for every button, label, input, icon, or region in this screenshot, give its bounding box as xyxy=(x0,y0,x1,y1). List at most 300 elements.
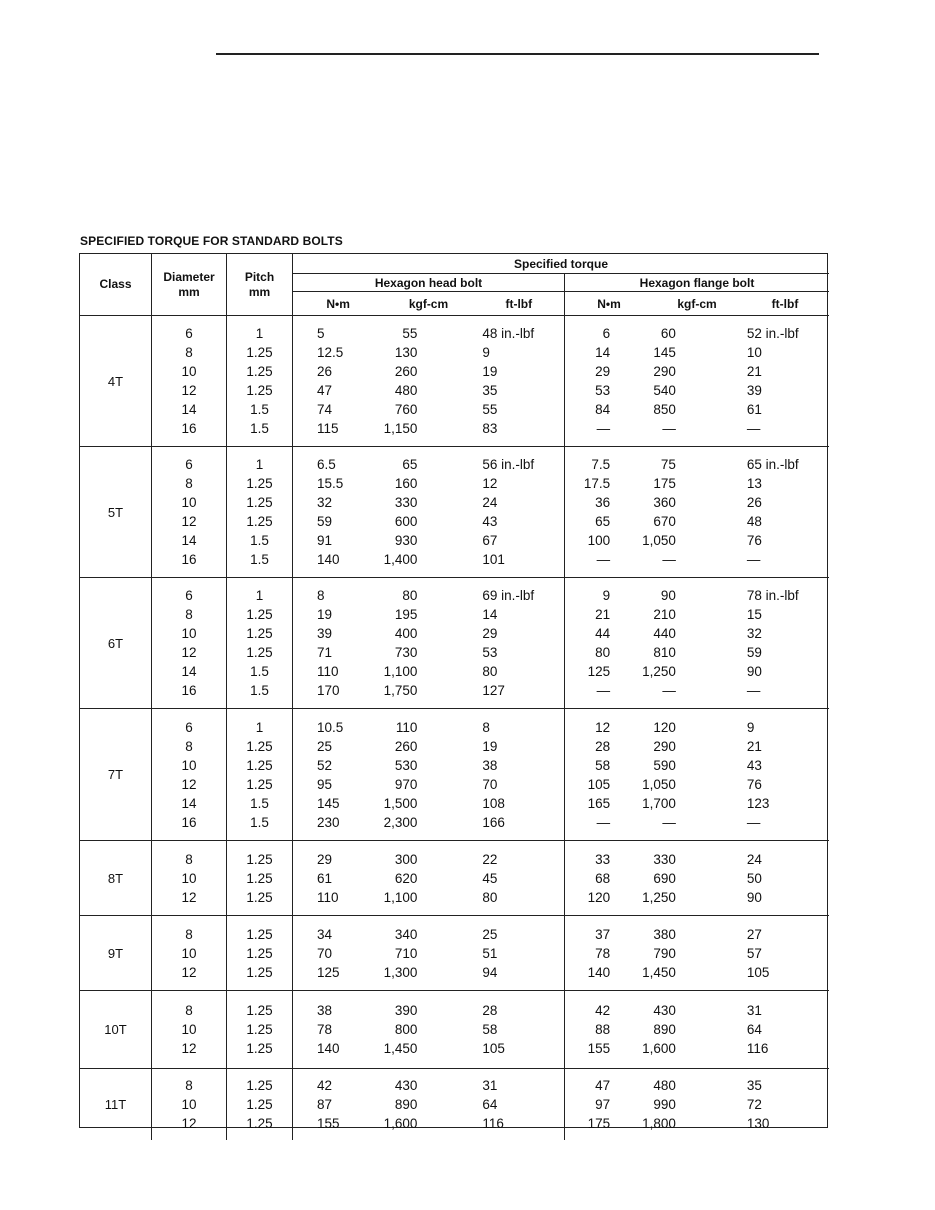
flange-bolt-row xyxy=(565,1001,829,1020)
flange-nm-value: — xyxy=(596,421,611,436)
head-kgf-value: 65 xyxy=(402,457,418,472)
flange-ftlbf-value: 9 xyxy=(746,719,755,735)
diameter-value: 10 xyxy=(181,945,197,961)
head-bolt-row xyxy=(293,1001,564,1020)
diameter-value: 12 xyxy=(181,964,197,980)
head-kgf-value: 80 xyxy=(402,588,418,603)
head-bolt-values xyxy=(293,916,565,990)
pitch-value: 1.25 xyxy=(246,495,273,510)
pitch-value: 1.25 xyxy=(246,1022,273,1037)
flange-kgf-value: 75 xyxy=(660,457,676,472)
head-nm-value: 15.5 xyxy=(317,476,344,491)
head-bolt-row xyxy=(293,531,564,550)
head-ftlbf-value: 19 xyxy=(482,364,498,379)
head-nm-value: 230 xyxy=(317,814,340,830)
pitch-value: 1 xyxy=(255,588,264,603)
flange-kgf-value: 210 xyxy=(653,607,676,622)
flange-bolt-row xyxy=(565,756,829,775)
diameter-column xyxy=(152,578,227,708)
head-bolt-row xyxy=(293,1076,564,1095)
pitch-header-label: Pitch xyxy=(244,269,275,284)
head-nm-value: 29 xyxy=(317,851,333,867)
flange-bolt-row xyxy=(565,737,829,756)
diameter-value: 10 xyxy=(181,870,197,886)
flange-nm-value: 9 xyxy=(602,588,611,603)
flange-ftlbf-value: 123 xyxy=(746,795,770,811)
flange-kgf-value: 1,250 xyxy=(642,889,676,905)
pitch-value: 1.5 xyxy=(250,664,269,679)
head-nm-value: 42 xyxy=(317,1078,333,1093)
diameter-column xyxy=(152,447,227,577)
flange-bolt-row xyxy=(565,1095,829,1114)
head-bolt-row xyxy=(293,813,564,832)
flange-nm-value: 42 xyxy=(595,1003,611,1018)
head-bolt-row xyxy=(293,400,564,419)
pitch-value: 1.25 xyxy=(246,607,273,622)
class-label: 7T xyxy=(80,709,152,840)
flange-kgf-value: 540 xyxy=(653,383,676,398)
flange-bolt-row xyxy=(565,1114,829,1133)
head-bolt-row xyxy=(293,550,564,569)
flange-ftlbf-header: ft-lbf xyxy=(771,296,799,311)
head-bolt-row xyxy=(293,662,564,681)
head-ftlbf-value: 94 xyxy=(482,964,498,980)
flange-ftlbf-value: 26 xyxy=(746,495,762,510)
head-kgf-value: 400 xyxy=(394,626,418,641)
flange-bolt-row xyxy=(565,493,829,512)
flange-bolt-row xyxy=(565,925,829,944)
class-block xyxy=(80,991,829,1069)
pitch-column xyxy=(227,1069,293,1140)
flange-kgf-value: 1,250 xyxy=(642,664,676,679)
flange-bolt-row xyxy=(565,775,829,794)
flange-bolt-row xyxy=(565,850,829,869)
flange-nm-value: 47 xyxy=(595,1078,611,1093)
head-bolt-values xyxy=(293,447,565,577)
flange-kgf-value: 380 xyxy=(653,926,676,942)
flange-nm-value: — xyxy=(596,814,611,830)
flange-kgf-value: 175 xyxy=(653,476,676,491)
head-bolt-row xyxy=(293,474,564,493)
flange-kgf-value: 360 xyxy=(653,495,676,510)
head-nm-value: 91 xyxy=(317,533,333,548)
flange-kgf-value: 480 xyxy=(653,1078,676,1093)
head-bolt-row xyxy=(293,586,564,605)
head-ftlbf-value: 64 xyxy=(482,1097,498,1112)
flange-bolt-row xyxy=(565,1076,829,1095)
class-block xyxy=(80,447,829,578)
head-kgf-value: 300 xyxy=(394,851,418,867)
head-ftlbf-value: 58 xyxy=(482,1022,498,1037)
specified-torque-header xyxy=(293,254,829,316)
flange-bolt-values xyxy=(565,916,829,990)
head-ftlbf-value: 24 xyxy=(482,495,498,510)
pitch-header xyxy=(227,254,293,316)
flange-nm-value: 53 xyxy=(595,383,611,398)
flange-kgf-value: 330 xyxy=(653,851,676,867)
flange-ftlbf-value: 65 in.-lbf xyxy=(746,457,799,472)
flange-bolt-row xyxy=(565,324,829,343)
diameter-value: 8 xyxy=(185,345,193,360)
pitch-value: 1.25 xyxy=(246,1097,273,1112)
head-bolt-values xyxy=(293,841,565,915)
class-label: 8T xyxy=(80,841,152,915)
flange-bolt-row xyxy=(565,455,829,474)
head-nm-value: 70 xyxy=(317,945,333,961)
head-bolt-row xyxy=(293,512,564,531)
pitch-value: 1.5 xyxy=(250,533,269,548)
flange-bolt-values xyxy=(565,841,829,915)
flange-ftlbf-value: 59 xyxy=(746,645,762,660)
head-kgf-value: 530 xyxy=(394,757,418,773)
diameter-value: 10 xyxy=(181,1097,197,1112)
flange-kgf-value: 670 xyxy=(653,514,676,529)
head-kgf-value: 1,400 xyxy=(383,552,418,567)
head-nm-value: 5 xyxy=(317,326,325,341)
pitch-column xyxy=(227,578,293,708)
diameter-value: 8 xyxy=(185,926,193,942)
flange-kgf-value: 60 xyxy=(660,326,676,341)
flange-kgf-value: 1,050 xyxy=(642,533,676,548)
pitch-value: 1.5 xyxy=(250,683,269,698)
head-ftlbf-value: 51 xyxy=(482,945,498,961)
diameter-column xyxy=(152,916,227,990)
head-ftlbf-value: 19 xyxy=(482,738,498,754)
head-ftlbf-value: 12 xyxy=(482,476,498,491)
flange-kgf-value: — xyxy=(662,814,676,830)
flange-kgf-value: 290 xyxy=(653,364,676,379)
flange-ftlbf-value: 13 xyxy=(746,476,762,491)
diameter-value: 16 xyxy=(181,552,197,567)
flange-bolt-row xyxy=(565,343,829,362)
diameter-column xyxy=(152,991,227,1068)
head-bolt-row xyxy=(293,718,564,737)
head-nm-header: N•m xyxy=(326,296,350,311)
head-ftlbf-value: 48 in.-lbf xyxy=(482,326,535,341)
head-kgf-value: 890 xyxy=(394,1097,418,1112)
head-bolt-row xyxy=(293,869,564,888)
flange-nm-value: 37 xyxy=(595,926,611,942)
head-bolt-row xyxy=(293,343,564,362)
flange-ftlbf-value: 52 in.-lbf xyxy=(746,326,799,341)
pitch-value: 1.25 xyxy=(246,757,273,773)
diameter-value: 6 xyxy=(185,457,193,472)
flange-bolt-row xyxy=(565,963,829,982)
flange-ftlbf-value: — xyxy=(746,814,761,830)
flange-bolt-units xyxy=(565,292,829,315)
flange-nm-value: 125 xyxy=(587,664,611,679)
flange-bolt-values xyxy=(565,578,829,708)
flange-kgf-value: — xyxy=(662,421,676,436)
pitch-value: 1.25 xyxy=(246,945,273,961)
class-block xyxy=(80,841,829,916)
head-ftlbf-value: 83 xyxy=(482,421,498,436)
class-label: 10T xyxy=(80,991,152,1068)
head-ftlbf-value: 25 xyxy=(482,926,498,942)
flange-kgf-value: 990 xyxy=(653,1097,676,1112)
head-bolt-row xyxy=(293,455,564,474)
flange-bolt-row xyxy=(565,662,829,681)
head-ftlbf-value: 67 xyxy=(482,533,498,548)
flange-bolt-row xyxy=(565,869,829,888)
head-bolt-row xyxy=(293,963,564,982)
pitch-column xyxy=(227,447,293,577)
diameter-column xyxy=(152,841,227,915)
head-bolt-row xyxy=(293,624,564,643)
pitch-value: 1.25 xyxy=(246,1003,273,1018)
diameter-column xyxy=(152,316,227,446)
head-bolt-values xyxy=(293,578,565,708)
flange-nm-value: 84 xyxy=(595,402,611,417)
pitch-value: 1.25 xyxy=(246,476,273,491)
diameter-value: 12 xyxy=(181,514,197,529)
head-bolt-row xyxy=(293,681,564,700)
head-bolt-row xyxy=(293,362,564,381)
flange-ftlbf-value: 57 xyxy=(746,945,762,961)
head-bolt-units xyxy=(293,292,565,315)
flange-kgf-value: 290 xyxy=(653,738,676,754)
head-ftlbf-value: 31 xyxy=(482,1078,498,1093)
flange-ftlbf-value: 72 xyxy=(746,1097,762,1112)
head-bolt-row xyxy=(293,850,564,869)
head-nm-value: 59 xyxy=(317,514,333,529)
flange-bolt-row xyxy=(565,400,829,419)
diameter-value: 14 xyxy=(181,795,197,811)
diameter-value: 12 xyxy=(181,1041,197,1056)
flange-bolt-row xyxy=(565,512,829,531)
pitch-column xyxy=(227,991,293,1068)
flange-ftlbf-value: — xyxy=(746,421,761,436)
head-ftlbf-value: 8 xyxy=(482,719,490,735)
flange-bolt-row xyxy=(565,362,829,381)
head-bolt-values xyxy=(293,709,565,840)
diameter-value: 10 xyxy=(181,364,197,379)
head-ftlbf-value: 127 xyxy=(482,683,505,698)
head-nm-value: 145 xyxy=(317,795,340,811)
flange-bolt-row xyxy=(565,605,829,624)
head-kgf-value: 130 xyxy=(394,345,418,360)
head-ftlbf-value: 14 xyxy=(482,607,498,622)
class-label: 4T xyxy=(80,316,152,446)
flange-ftlbf-value: 76 xyxy=(746,533,762,548)
head-bolt-row xyxy=(293,944,564,963)
head-kgf-value: 1,100 xyxy=(383,889,418,905)
flange-ftlbf-value: 21 xyxy=(746,364,762,379)
head-kgf-value: 800 xyxy=(394,1022,418,1037)
diameter-value: 12 xyxy=(181,645,197,660)
head-bolt-row xyxy=(293,1039,564,1058)
flange-bolt-row xyxy=(565,718,829,737)
head-nm-value: 61 xyxy=(317,870,333,886)
flange-bolt-row xyxy=(565,586,829,605)
head-kgf-value: 160 xyxy=(394,476,418,491)
flange-bolt-row xyxy=(565,531,829,550)
head-nm-value: 32 xyxy=(317,495,333,510)
diameter-header xyxy=(152,254,227,316)
head-kgf-value: 1,450 xyxy=(383,1041,418,1056)
flange-nm-value: 17.5 xyxy=(583,476,611,491)
head-bolt-row xyxy=(293,605,564,624)
flange-nm-value: 78 xyxy=(595,945,611,961)
diameter-value: 14 xyxy=(181,533,197,548)
head-kgf-value: 1,750 xyxy=(383,683,418,698)
diameter-value: 10 xyxy=(181,1022,197,1037)
flange-bolt-values xyxy=(565,1069,829,1140)
head-bolt-row xyxy=(293,794,564,813)
flange-ftlbf-value: 21 xyxy=(746,738,762,754)
diameter-value: 16 xyxy=(181,683,197,698)
flange-nm-value: 12 xyxy=(595,719,611,735)
flange-bolt-row xyxy=(565,794,829,813)
head-kgf-value: 710 xyxy=(394,945,418,961)
flange-bolt-row xyxy=(565,381,829,400)
head-nm-value: 25 xyxy=(317,738,333,754)
flange-kgf-value: 1,450 xyxy=(642,964,676,980)
head-ftlbf-value: 69 in.-lbf xyxy=(482,588,535,603)
flange-nm-value: 6 xyxy=(602,326,611,341)
class-label: 11T xyxy=(80,1069,152,1140)
flange-nm-value: 175 xyxy=(587,1116,611,1131)
flange-ftlbf-value: 39 xyxy=(746,383,762,398)
diameter-value: 6 xyxy=(185,719,193,735)
flange-nm-value: 28 xyxy=(595,738,611,754)
head-kgf-value: 260 xyxy=(394,364,418,379)
head-kgf-value: 970 xyxy=(394,776,418,792)
flange-bolt-values xyxy=(565,991,829,1068)
diameter-value: 8 xyxy=(185,851,193,867)
pitch-value: 1.25 xyxy=(246,851,273,867)
flange-kgf-value: 1,600 xyxy=(642,1041,676,1056)
flange-kgf-value: 120 xyxy=(653,719,676,735)
flange-nm-value: 21 xyxy=(595,607,611,622)
head-ftlbf-value: 38 xyxy=(482,757,498,773)
pitch-value: 1.5 xyxy=(250,421,269,436)
class-block xyxy=(80,1069,829,1140)
flange-kgf-value: 690 xyxy=(653,870,676,886)
diameter-value: 10 xyxy=(181,495,197,510)
head-nm-value: 71 xyxy=(317,645,333,660)
head-nm-value: 95 xyxy=(317,776,333,792)
head-ftlbf-value: 105 xyxy=(482,1041,505,1056)
flange-kgf-value: 1,050 xyxy=(642,776,676,792)
flange-ftlbf-value: 78 in.-lbf xyxy=(746,588,799,603)
diameter-value: 10 xyxy=(181,757,197,773)
flange-ftlbf-value: 64 xyxy=(746,1022,762,1037)
header-rule xyxy=(216,53,819,55)
diameter-value: 8 xyxy=(185,1078,193,1093)
diameter-value: 8 xyxy=(185,476,193,491)
diameter-value: 14 xyxy=(181,664,197,679)
head-ftlbf-value: 101 xyxy=(482,552,505,567)
head-kgf-header: kgf-cm xyxy=(408,296,449,311)
head-nm-value: 115 xyxy=(317,421,339,436)
head-ftlbf-value: 35 xyxy=(482,383,498,398)
pitch-value: 1 xyxy=(255,457,264,472)
pitch-value: 1.25 xyxy=(246,776,273,792)
hexagon-head-bolt-header: Hexagon head bolt xyxy=(293,274,565,292)
class-label: 5T xyxy=(80,447,152,577)
head-kgf-value: 55 xyxy=(402,326,418,341)
flange-nm-value: 105 xyxy=(587,776,611,792)
head-ftlbf-value: 108 xyxy=(482,795,505,811)
diameter-value: 8 xyxy=(185,738,193,754)
flange-ftlbf-value: 61 xyxy=(746,402,762,417)
head-bolt-row xyxy=(293,756,564,775)
head-nm-value: 87 xyxy=(317,1097,333,1112)
flange-bolt-row xyxy=(565,419,829,438)
flange-nm-value: — xyxy=(596,552,611,567)
flange-ftlbf-value: 31 xyxy=(746,1003,762,1018)
flange-ftlbf-value: 24 xyxy=(746,851,762,867)
class-block xyxy=(80,316,829,447)
head-kgf-value: 1,500 xyxy=(383,795,418,811)
head-ftlbf-value: 56 in.-lbf xyxy=(482,457,535,472)
flange-nm-value: 155 xyxy=(587,1041,611,1056)
head-nm-value: 125 xyxy=(317,964,340,980)
head-nm-value: 78 xyxy=(317,1022,333,1037)
head-kgf-value: 1,300 xyxy=(383,964,418,980)
head-ftlbf-value: 22 xyxy=(482,851,498,867)
pitch-column xyxy=(227,916,293,990)
flange-ftlbf-value: 105 xyxy=(746,964,770,980)
flange-ftlbf-value: 90 xyxy=(746,889,762,905)
diameter-value: 12 xyxy=(181,1116,197,1131)
flange-ftlbf-value: 35 xyxy=(746,1078,762,1093)
head-nm-value: 140 xyxy=(317,1041,340,1056)
flange-kgf-value: 90 xyxy=(660,588,676,603)
flange-nm-value: 44 xyxy=(595,626,611,641)
flange-nm-value: — xyxy=(596,683,611,698)
pitch-value: 1.25 xyxy=(246,926,273,942)
class-block xyxy=(80,578,829,709)
diameter-unit-label: mm xyxy=(178,284,200,299)
flange-kgf-value: 810 xyxy=(653,645,676,660)
diameter-value: 14 xyxy=(181,402,197,417)
flange-nm-header: N•m xyxy=(597,296,621,311)
head-ftlbf-value: 9 xyxy=(482,345,490,360)
head-ftlbf-value: 28 xyxy=(482,1003,498,1018)
head-nm-value: 140 xyxy=(317,552,340,567)
diameter-value: 8 xyxy=(185,1003,193,1018)
flange-kgf-value: 1,800 xyxy=(642,1116,676,1131)
head-kgf-value: 1,150 xyxy=(383,421,418,436)
flange-kgf-value: 890 xyxy=(653,1022,676,1037)
head-ftlbf-value: 80 xyxy=(482,664,498,679)
flange-kgf-value: 590 xyxy=(653,757,676,773)
class-header-label: Class xyxy=(99,277,132,291)
pitch-value: 1 xyxy=(255,326,264,341)
flange-ftlbf-value: — xyxy=(746,552,761,567)
head-ftlbf-value: 45 xyxy=(482,870,498,886)
pitch-value: 1.25 xyxy=(246,645,273,660)
flange-kgf-value: 1,700 xyxy=(642,795,676,811)
head-nm-value: 39 xyxy=(317,626,333,641)
pitch-value: 1.5 xyxy=(250,814,269,830)
head-bolt-row xyxy=(293,493,564,512)
flange-nm-value: 36 xyxy=(595,495,611,510)
head-bolt-row xyxy=(293,419,564,438)
pitch-column xyxy=(227,316,293,446)
head-kgf-value: 390 xyxy=(394,1003,418,1018)
head-ftlbf-value: 53 xyxy=(482,645,498,660)
head-kgf-value: 760 xyxy=(394,402,418,417)
flange-nm-value: 140 xyxy=(587,964,611,980)
pitch-value: 1.5 xyxy=(250,402,269,417)
flange-bolt-row xyxy=(565,681,829,700)
pitch-value: 1.25 xyxy=(246,626,273,641)
pitch-value: 1.25 xyxy=(246,345,273,360)
pitch-value: 1.5 xyxy=(250,552,269,567)
